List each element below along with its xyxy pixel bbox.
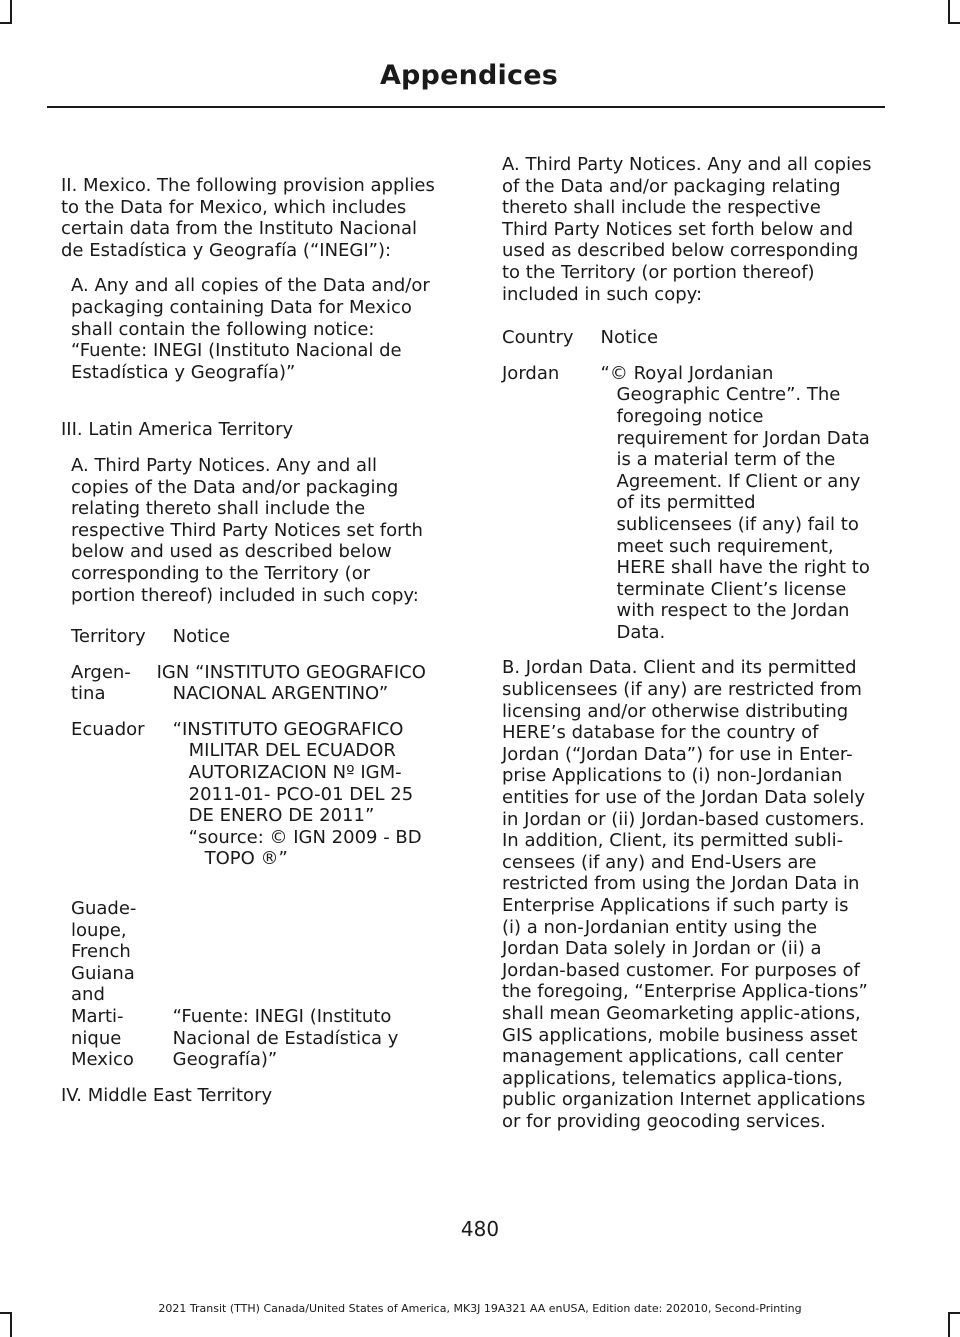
- notice-text: “INSTITUTO GEOGRAFICO MILITAR DEL ECUADOR AUTORIZACION Nº IGM-2011-01- PCO-01 DEL 25 DE ENERO DE 2011”: [172, 718, 414, 827]
- table-row: [71, 1006, 439, 1071]
- latam-heading: III. Latin America Territory: [61, 419, 294, 441]
- mideast-heading: IV. Middle East Territory: [61, 1084, 273, 1106]
- table-row: [71, 662, 439, 719]
- territory-cell: Guade- loupe, French Guiana and: [71, 898, 137, 1006]
- territory-cell: Ecuador: [71, 718, 145, 740]
- crop-mark: [948, 1312, 950, 1337]
- left-column: [61, 175, 439, 1106]
- right-column: [502, 154, 872, 1133]
- crop-mark: [0, 22, 12, 24]
- table-header-territory: Territory: [71, 626, 146, 648]
- footer-text: 2021 Transit (TTH) Canada/United States of America, MK3J 19A321 AA enUSA, Edition date: 202010, Second-Printing: [158, 1302, 802, 1315]
- notice-text-secondary: “source: © IGN 2009 - BD TOPO ®”: [188, 826, 422, 870]
- crop-mark: [10, 1312, 12, 1337]
- latam-notice-table: [71, 626, 439, 1071]
- territory-cell: Argen- tina: [71, 661, 131, 705]
- table-header-country: Country: [502, 327, 574, 349]
- notice-cell: [171, 719, 439, 884]
- notice-cell: “© Royal Jordanian Geographic Centre”. The foregoing notice requirement for Jordan Data is a material term of the Agreement. If Client or any of its permitted sublicensees (if any) fail to meet such requirement, HERE shall have the right to terminate Client’s license with respect to the Jordan Data.: [600, 362, 870, 643]
- jordan-notice-table: [502, 327, 872, 643]
- header-divider: [47, 106, 885, 108]
- latam-notice-paragraph: A. Third Party Notices. Any and all copies of the Data and/or packaging relating thereto shall include the respective Third Party Notices set forth below and used as described below corresponding to the Territory (or portion thereof) included in such copy:: [71, 454, 423, 606]
- table-row: [502, 363, 872, 644]
- notice-cell: “Fuente: INEGI (Instituto Nacional de Estadística y Geografía)”: [172, 1006, 399, 1071]
- table-row: [71, 719, 439, 884]
- crop-mark: [948, 0, 950, 24]
- territory-cell: Marti- nique Mexico: [71, 1006, 134, 1071]
- notice-cell: IGN “INSTITUTO GEOGRAFICO NACIONAL ARGENTINO”: [156, 661, 426, 705]
- table-header-notice: Notice: [600, 327, 659, 349]
- jordan-data-paragraph: B. Jordan Data. Client and its permitted sublicensees (if any) are restricted from licensing and/or otherwise distributing HERE’s database for the country of Jordan (“Jordan Data”) for use in Enter-prise Applications to (i) non-Jordanian entities for use of the Jordan Data solely in Jordan or (ii) Jordan-based customers. In addition, Client, its permitted subli-censees (if any) and End-Users are restricted from using the Jordan Data in Enterprise Applications if such party is (i) a non-Jordanian entity using the Jordan Data solely in Jordan or (ii) a Jordan-based customer. For purposes of the foregoing, “Enterprise Applica-tions” shall mean Geomarketing applic-ations, GIS applications, mobile business asset management applications, call center applications, telematics applica-tions, public organization Internet applications or for providing geocoding services.: [502, 657, 868, 1132]
- crop-mark: [10, 0, 12, 24]
- page-number: 480: [460, 1217, 500, 1241]
- mexico-paragraph: II. Mexico. The following provision applies to the Data for Mexico, which includes certain data from the Instituto Nacional de Estadística y Geografía (“INEGI”):: [61, 175, 435, 261]
- page-title: Appendices: [379, 60, 558, 91]
- crop-mark: [948, 22, 960, 24]
- mexico-notice-paragraph: A. Any and all copies of the Data and/or packaging containing Data for Mexico shall contain the following notice: “Fuente: INEGI (Instituto Nacional de Estadística y Geografía)”: [71, 275, 430, 383]
- table-header-notice: Notice: [172, 626, 231, 648]
- country-cell: Jordan: [502, 362, 560, 384]
- table-row: [71, 884, 439, 1006]
- table-header-row: [502, 327, 872, 363]
- third-party-paragraph: A. Third Party Notices. Any and all copies of the Data and/or packaging relating thereto shall include the respective Third Party Notices set forth below and used as described below corresponding to the Territory (or portion thereof) included in such copy:: [502, 154, 872, 305]
- table-header-row: [71, 626, 439, 662]
- notice-cell: [171, 884, 439, 1006]
